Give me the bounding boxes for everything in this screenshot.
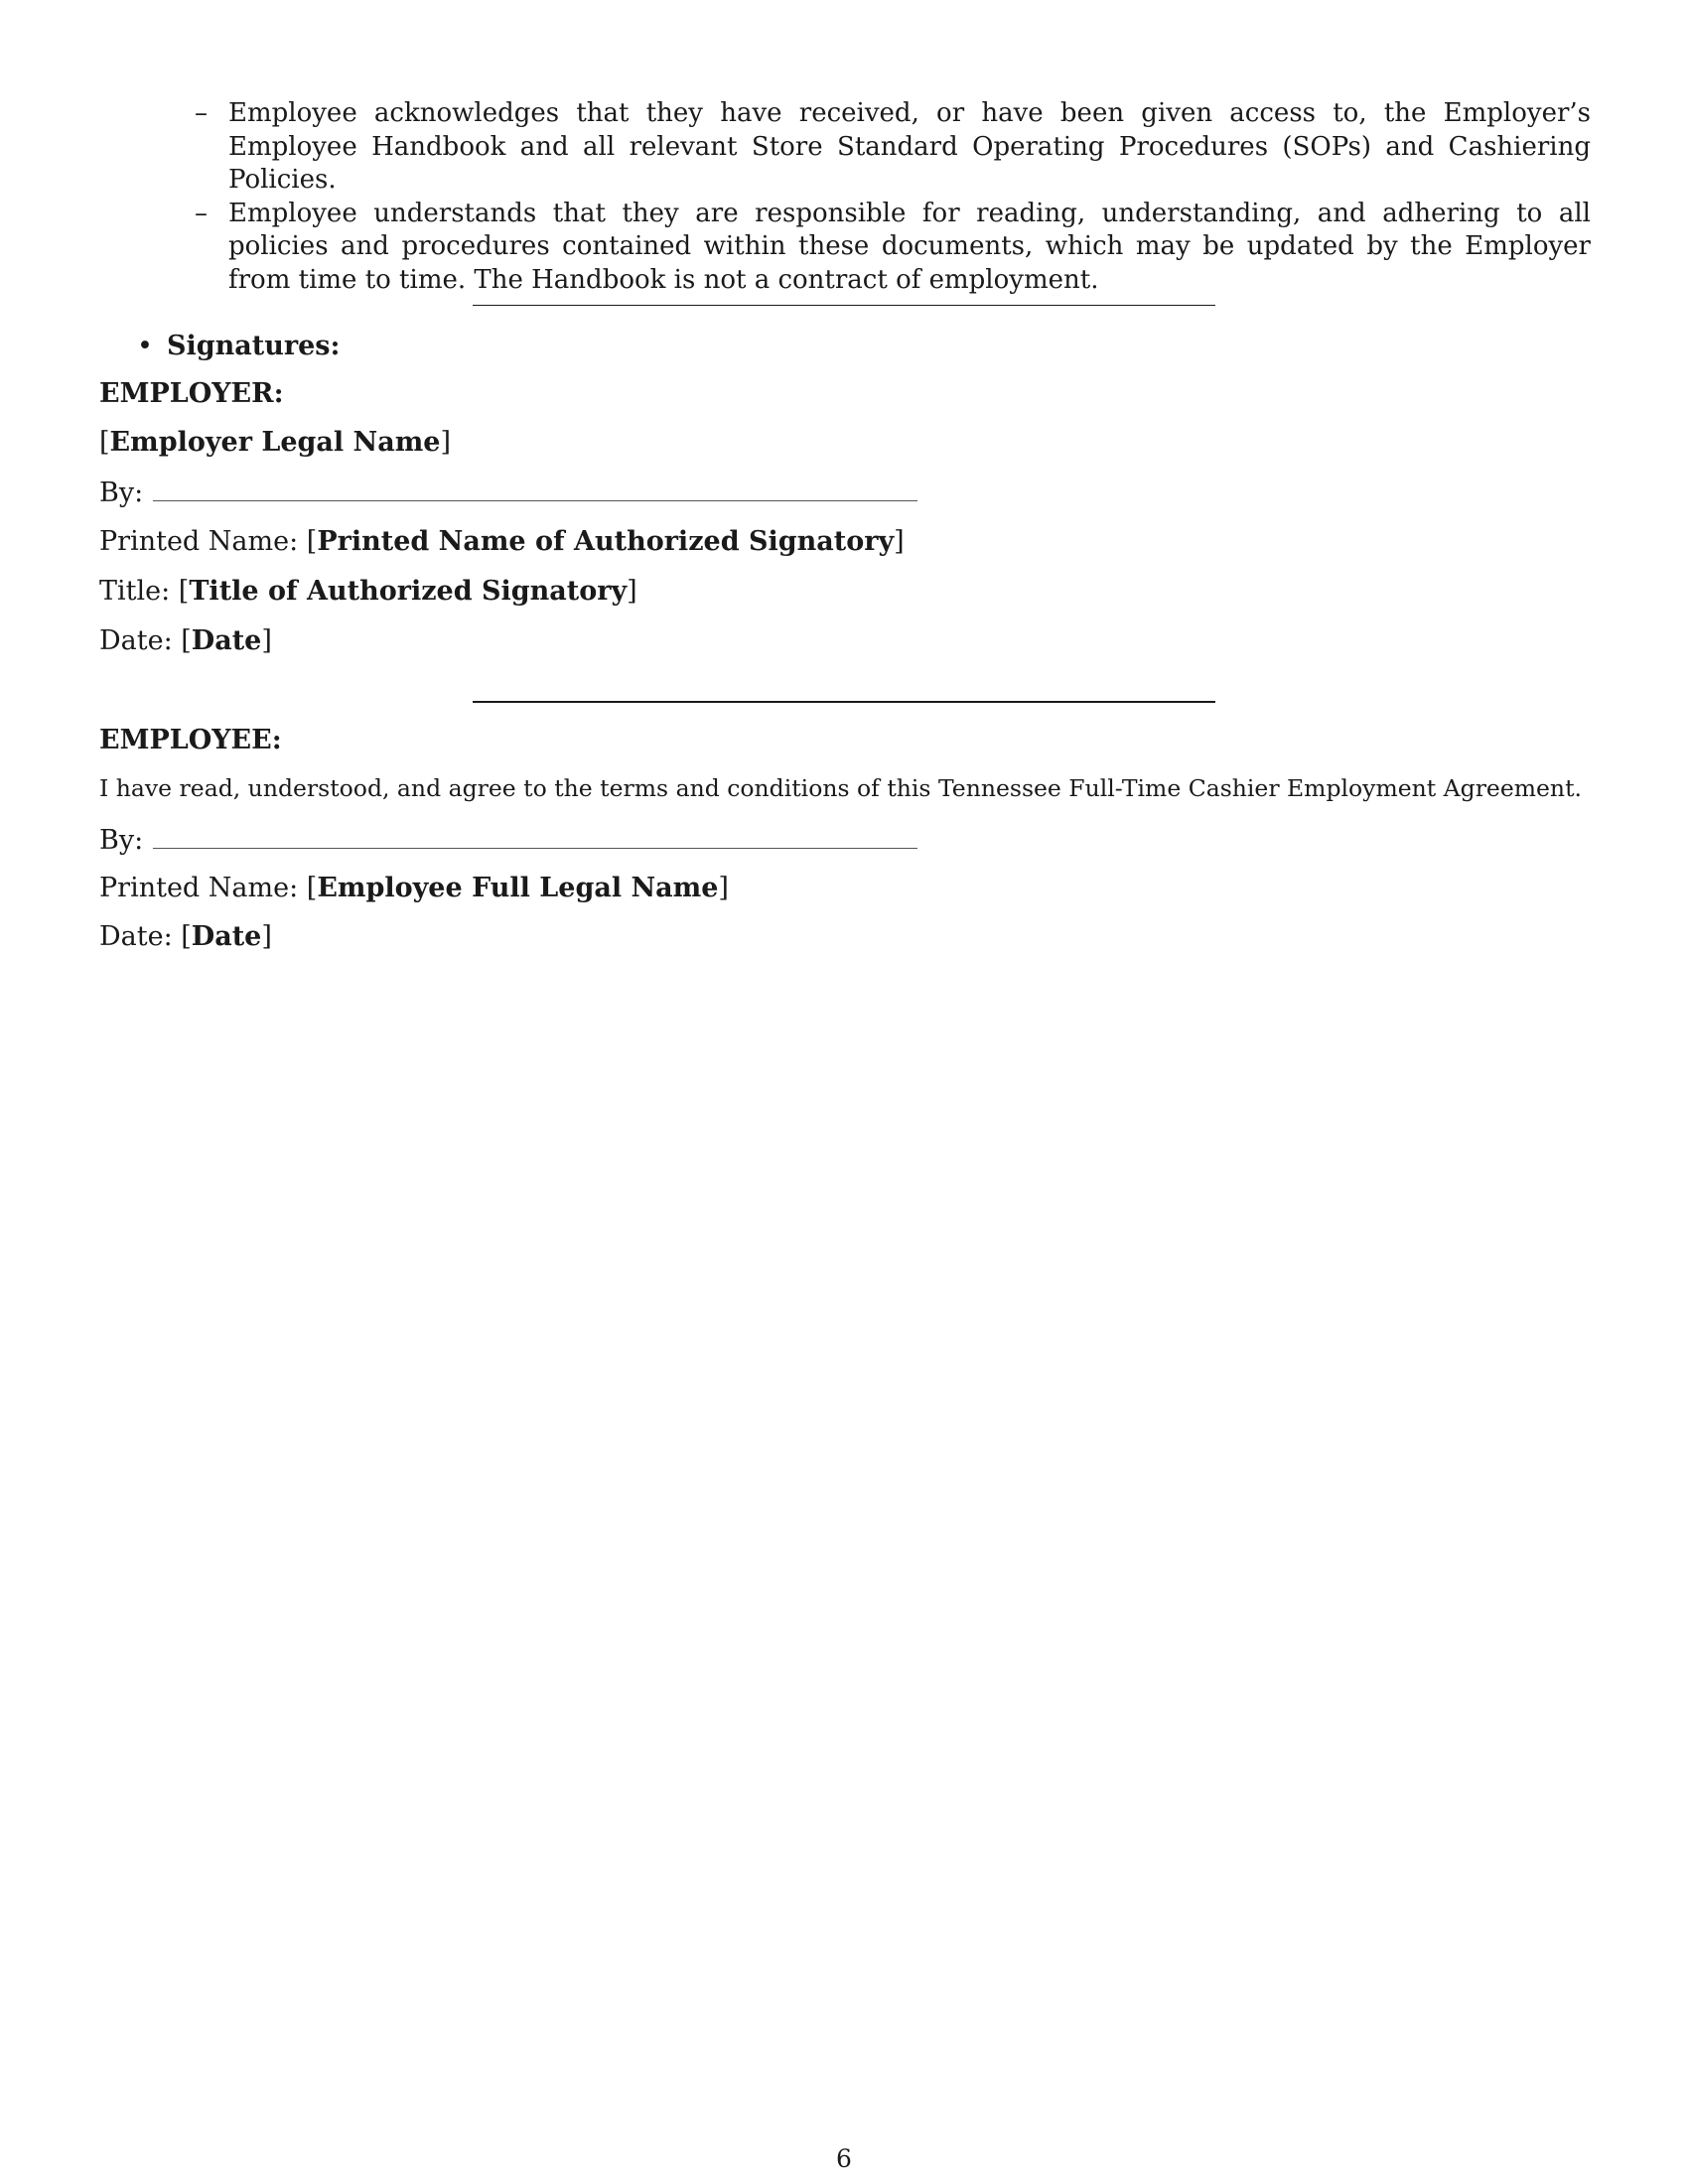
employee-printed-name-value: Employee Full Legal Name — [317, 873, 719, 903]
employer-legal-name-line: [Employer Legal Name] — [99, 427, 451, 458]
dash-marker: – — [195, 98, 208, 128]
employer-title-value: Title of Authorized Signatory — [189, 576, 628, 607]
bullet-marker: • — [137, 331, 153, 361]
list-item — [195, 198, 1591, 298]
list-item — [195, 97, 1591, 198]
employee-heading: EMPLOYEE: — [99, 725, 282, 755]
employer-signature-line[interactable] — [153, 477, 917, 501]
section-divider — [473, 305, 1215, 306]
employee-by-label: By: — [99, 825, 144, 856]
employer-title-row: Title: [Title of Authorized Signatory] — [99, 576, 637, 607]
page-number: 6 — [836, 2144, 852, 2173]
signatures-heading-text: Signatures: — [167, 331, 341, 361]
employee-date-value: Date — [191, 921, 262, 952]
employee-printed-name-label: Printed Name: — [99, 873, 299, 903]
employer-date-label: Date: — [99, 625, 173, 656]
employee-statement: I have read, understood, and agree to the terms and conditions of this Tennessee Full-Time Cashier Employment Agreement. — [99, 774, 1582, 802]
employee-date-row: Date: [Date] — [99, 921, 272, 952]
list-item-text: Employee understands that they are responsible for reading, understanding, and adhering to all policies and procedures contained within these documents, which may be updated by the Employer from time to time. The Handbook is not a contract of employment. — [228, 198, 1591, 295]
employer-by-label: By: — [99, 478, 144, 508]
section-divider — [473, 701, 1215, 703]
employer-title-label: Title: — [99, 576, 171, 607]
employee-date-label: Date: — [99, 921, 173, 952]
employee-signature-row — [99, 824, 917, 856]
employer-printed-name-value: Printed Name of Authorized Signatory — [317, 526, 895, 557]
employee-printed-name-row: Printed Name: [Employee Full Legal Name] — [99, 873, 729, 903]
dash-marker: – — [195, 198, 208, 228]
signatures-heading — [137, 331, 340, 361]
employer-heading: EMPLOYER: — [99, 378, 284, 409]
employer-date-value: Date — [191, 625, 262, 656]
employer-legal-name: Employer Legal Name — [109, 427, 441, 458]
list-item-text: Employee acknowledges that they have received, or have been given access to, the Employer’s Employee Handbook and all relevant Store Standard Operating Procedures (SOPs) and Cashiering Policies. — [228, 98, 1591, 195]
employer-signature-row — [99, 477, 917, 508]
employer-date-row: Date: [Date] — [99, 625, 272, 656]
employer-printed-name-row: Printed Name: [Printed Name of Authorized Signatory] — [99, 526, 905, 557]
acknowledgement-list — [195, 97, 1591, 297]
employee-signature-line[interactable] — [153, 824, 917, 849]
employer-printed-name-label: Printed Name: — [99, 526, 299, 557]
